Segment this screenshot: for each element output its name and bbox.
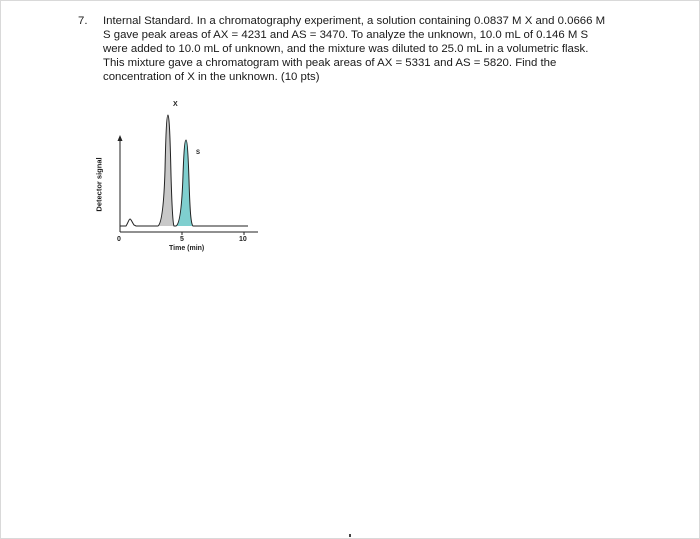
page-mark — [349, 534, 351, 537]
tick-label-10: 10 — [239, 236, 247, 243]
y-axis-arrow — [118, 135, 123, 141]
question-line: were added to 10.0 mL of unknown, and the mixture was diluted to 25.0 mL in a volumetric flask. — [103, 43, 589, 55]
x-axis-label: Time (min) — [169, 245, 205, 252]
y-axis-label: Detector signal — [94, 157, 104, 212]
question-text — [103, 14, 638, 84]
peak-x-label: X — [173, 101, 178, 108]
tick-label-0: 0 — [117, 236, 121, 243]
chromatogram-figure — [94, 95, 268, 255]
tick-label-5: 5 — [180, 236, 184, 243]
peak-s-label: S — [196, 150, 201, 156]
question-line: S gave peak areas of AX = 4231 and AS = 3470. To analyze the unknown, 10.0 mL of 0.146 M S — [103, 29, 589, 41]
question-number: 7. — [78, 15, 88, 27]
question-line: Internal Standard. In a chromatography experiment, a solution containing 0.0837 M X and 0.0666 M — [103, 15, 606, 27]
chromatogram-plot — [98, 95, 268, 255]
question-line: This mixture gave a chromatogram with peak areas of AX = 5331 and AS = 5820. Find the — [103, 57, 557, 69]
question-line: concentration of X in the unknown. (10 pts) — [103, 71, 320, 83]
